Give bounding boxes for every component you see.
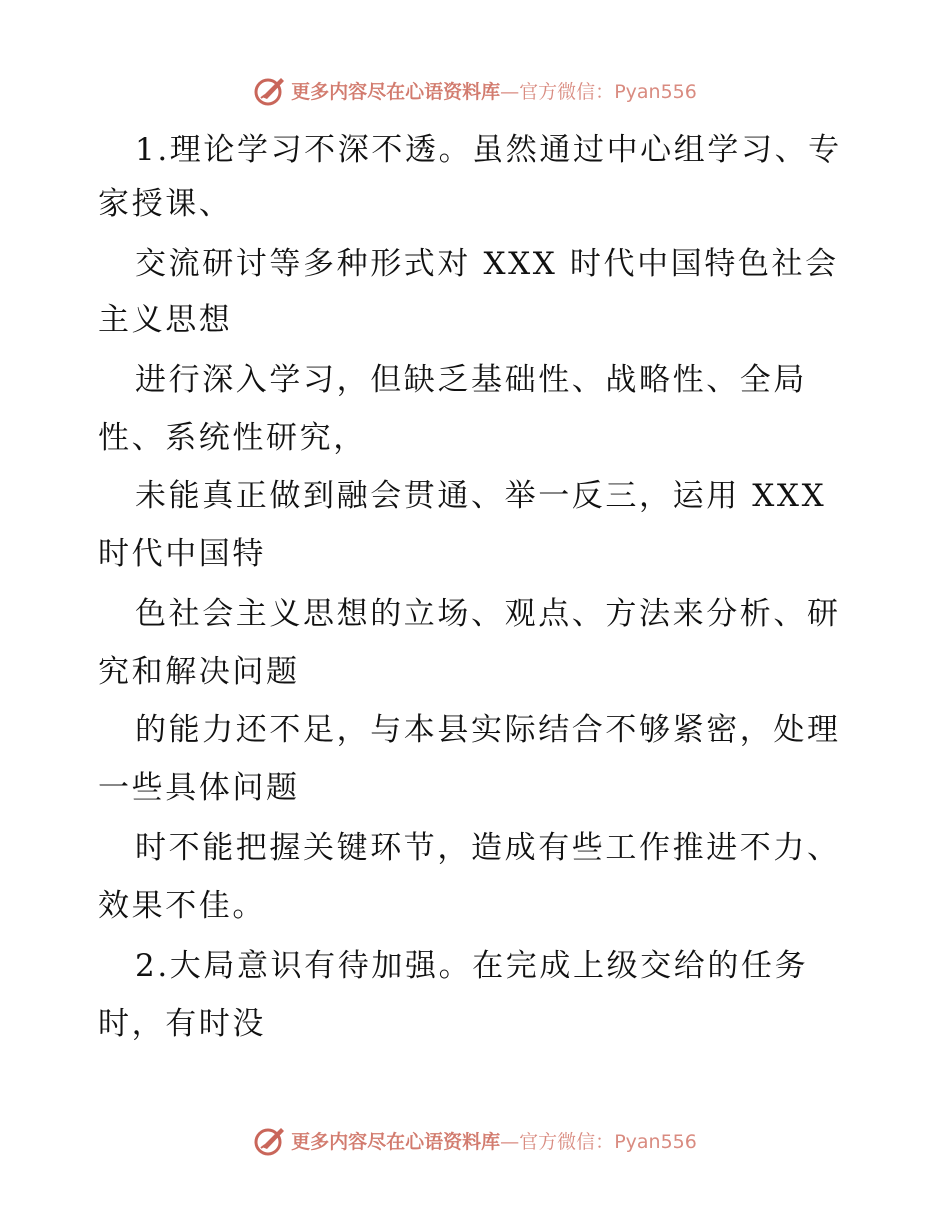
header-watermark — [0, 70, 950, 110]
paragraph-8-line-1: 2.大局意识有待加强。在完成上级交给的任务 — [135, 948, 809, 984]
paragraph-3-line-2: 性、系统性研究， — [98, 420, 367, 456]
paragraph-6-line-2: 一些具体问题 — [98, 770, 300, 806]
paragraph-3-line-1: 进行深入学习，但缺乏基础性、战略性、全局 — [135, 362, 807, 398]
paragraph-1-line-1: 1.理论学习不深不透。虽然通过中心组学习、专 — [135, 132, 842, 168]
paragraph-1-line-2: 家授课、 — [98, 186, 233, 222]
paragraph-5-line-2: 究和解决问题 — [98, 654, 300, 690]
watermark-wechat-id: Pyan556 — [614, 80, 697, 103]
watermark-label: —官方微信： — [500, 1130, 615, 1153]
watermark-wechat-id: Pyan556 — [614, 1130, 697, 1153]
watermark-title: 更多内容尽在心语资料库 — [291, 80, 501, 103]
watermark-text — [291, 1127, 697, 1154]
quill-logo-icon — [253, 1123, 287, 1157]
paragraph-7-line-1: 时不能把握关键环节，造成有些工作推进不力、 — [135, 830, 841, 866]
quill-logo-icon — [253, 73, 287, 107]
watermark-label: —官方微信： — [500, 80, 615, 103]
paragraph-2-line-2: 主义思想 — [98, 302, 233, 338]
paragraph-7-line-2: 效果不佳。 — [98, 888, 266, 924]
paragraph-2-line-1: 交流研讨等多种形式对 XXX 时代中国特色社会 — [135, 246, 839, 282]
paragraph-5-line-1: 色社会主义思想的立场、观点、方法来分析、研 — [135, 596, 841, 632]
watermark-text — [291, 77, 697, 104]
paragraph-8-line-2: 时，有时没 — [98, 1006, 266, 1042]
paragraph-4-line-1: 未能真正做到融会贯通、举一反三，运用 XXX — [135, 478, 827, 514]
paragraph-6-line-1: 的能力还不足，与本县实际结合不够紧密，处理 — [135, 712, 841, 748]
footer-watermark — [0, 1120, 950, 1160]
paragraph-4-line-2: 时代中国特 — [98, 536, 266, 572]
watermark-title: 更多内容尽在心语资料库 — [291, 1130, 501, 1153]
